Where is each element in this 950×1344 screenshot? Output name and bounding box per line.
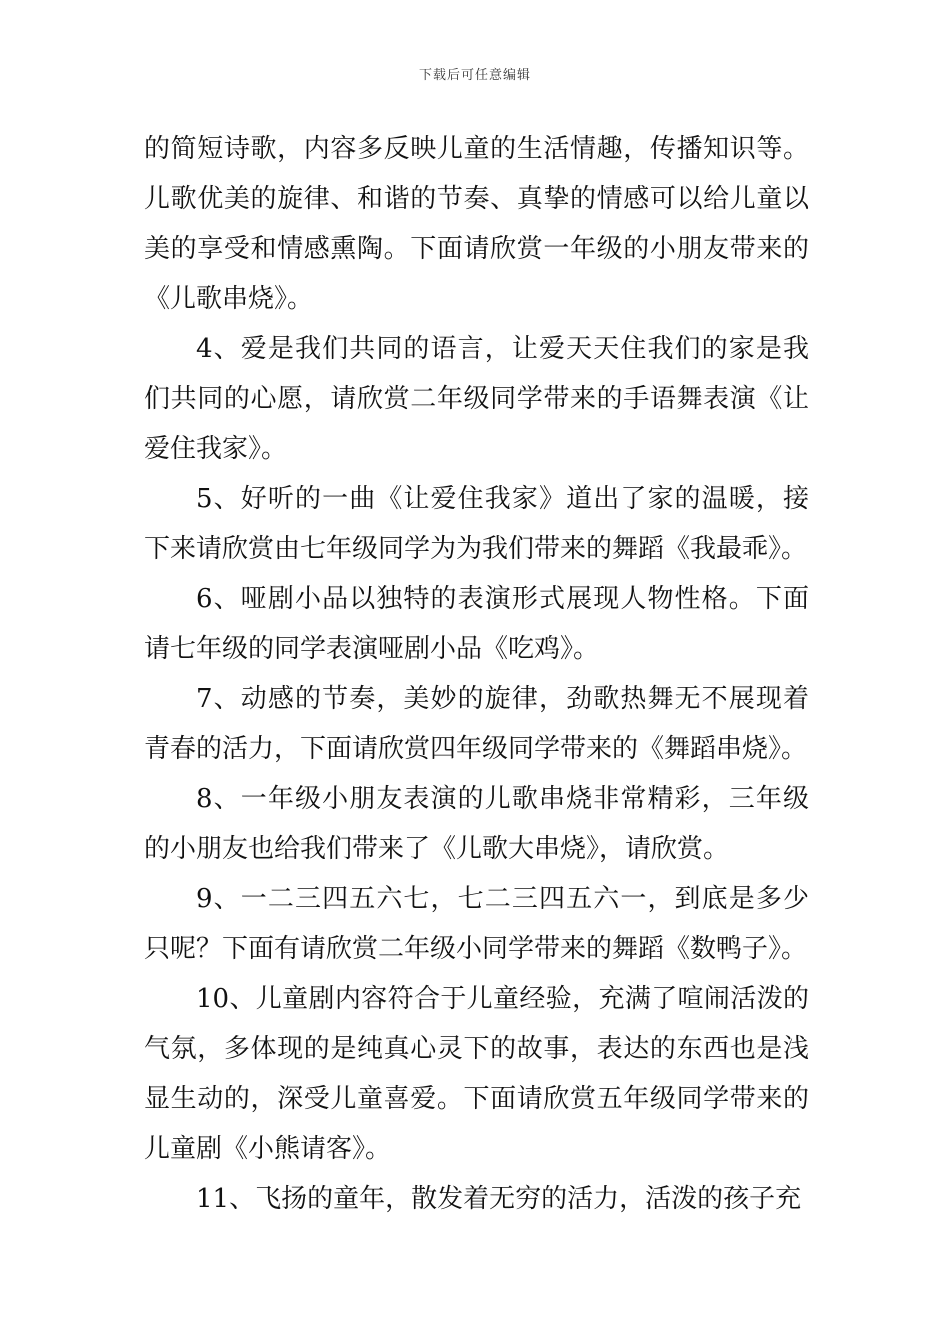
paragraph-item-4: 4、爱是我们共同的语言，让爱天天住我们的家是我们共同的心愿，请欣赏二年级同学带来的手语舞表演《让爱住我家》。 [144,334,809,464]
paragraph-item-11: 11、飞扬的童年，散发着无穷的活力，活泼的孩子充 [196,1184,802,1214]
paragraph-continuation: 的简短诗歌，内容多反映儿童的生活情趣，传播知识等。儿歌优美的旋律、和谐的节奏、真挚的情感可以给儿童以美的享受和情感熏陶。下面请欣赏一年级的小朋友带来的《儿歌串烧》。 [144,134,809,314]
paragraph-item-6: 6、哑剧小品以独特的表演形式展现人物性格。下面请七年级的同学表演哑剧小品《吃鸡》。 [144,584,809,664]
paragraph-item-7: 7、动感的节奏，美妙的旋律，劲歌热舞无不展现着青春的活力，下面请欣赏四年级同学带来的《舞蹈串烧》。 [144,684,809,764]
paragraph-item-9: 9、一二三四五六七，七二三四五六一，到底是多少只呢？下面有请欣赏二年级小同学带来的舞蹈《数鸭子》。 [144,884,809,964]
document-body [144,124,809,1224]
paragraph-item-5: 5、好听的一曲《让爱住我家》道出了家的温暖，接下来请欣赏由七年级同学为为我们带来的舞蹈《我最乖》。 [144,484,809,564]
paragraph-item-10: 10、儿童剧内容符合于儿童经验，充满了喧闹活泼的气氛，多体现的是纯真心灵下的故事，表达的东西也是浅显生动的，深受儿童喜爱。下面请欣赏五年级同学带来的儿童剧《小熊请客》。 [144,984,809,1164]
paragraph-item-8: 8、一年级小朋友表演的儿歌串烧非常精彩，三年级的小朋友也给我们带来了《儿歌大串烧》，请欣赏。 [144,784,809,864]
page-header: 下载后可任意编辑 [418,68,531,83]
